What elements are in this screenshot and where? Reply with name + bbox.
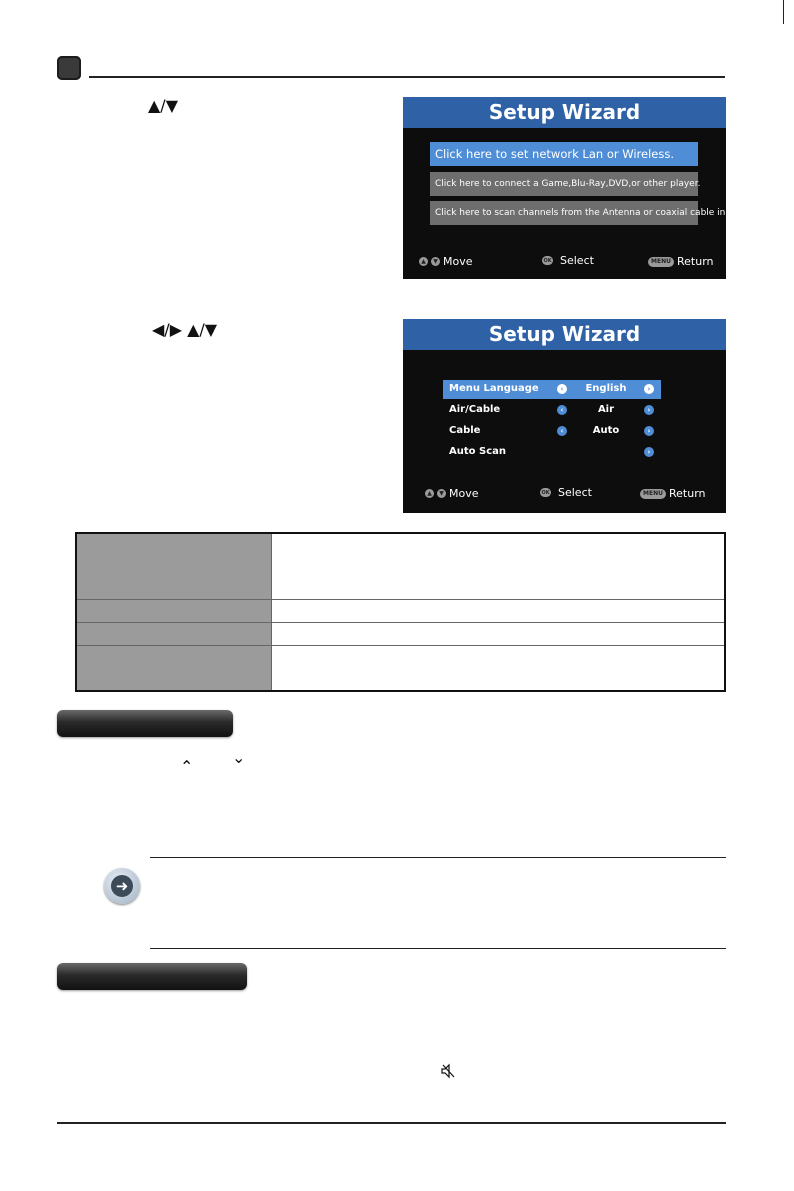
table-label-cell: [77, 534, 271, 599]
table-label-cell: [77, 646, 271, 690]
table-description-cell: [271, 646, 724, 690]
wizard-option-network[interactable]: Click here to set network Lan or Wireless.: [430, 142, 698, 166]
table-description-cell: [271, 534, 724, 599]
select-label: Select: [560, 254, 594, 267]
up-down-arrows-icon: ▲/▼: [148, 96, 178, 115]
chevron-right-icon[interactable]: ›: [644, 384, 654, 394]
down-button-icon: ▼: [437, 489, 446, 498]
crop-mark: [783, 0, 784, 24]
mute-icon: [440, 1063, 456, 1079]
section-heading-pill: [57, 710, 233, 737]
menu-button-icon: MENU: [648, 257, 674, 267]
select-label: Select: [558, 486, 592, 499]
table-row: [77, 622, 724, 646]
footer-select: [540, 486, 592, 499]
arrow-right-icon: ➜: [104, 868, 140, 904]
footer-move: [425, 487, 479, 500]
wizard-title: Setup Wizard: [403, 319, 726, 350]
chevron-left-icon[interactable]: ‹: [557, 384, 567, 394]
wizard-option-connect-player[interactable]: Click here to connect a Game,Blu-Ray,DVD,or other player.: [430, 172, 698, 196]
table-row: [77, 645, 724, 690]
chevron-right-icon[interactable]: ›: [644, 426, 654, 436]
move-label: Move: [443, 255, 473, 268]
footer-select: [542, 254, 594, 267]
table-label-cell: [77, 623, 271, 646]
four-way-arrows-icon: ◀/▶ ▲/▼: [152, 320, 218, 339]
table-description-cell: [271, 623, 724, 646]
note-bottom-rule: [150, 948, 726, 949]
chevron-down-icon: ⌄: [232, 748, 246, 767]
ok-button-icon: OK: [541, 489, 550, 496]
setting-row-auto-scan[interactable]: [443, 443, 661, 462]
setting-label: Auto Scan: [449, 446, 506, 457]
up-button-icon: ▲: [425, 489, 434, 498]
ok-button-icon: OK: [543, 257, 552, 264]
footer-move: [419, 255, 473, 268]
move-label: Move: [449, 487, 479, 500]
setting-label: Menu Language: [449, 383, 539, 394]
return-label: Return: [677, 255, 714, 268]
header-rule: [89, 76, 725, 78]
up-button-icon: ▲: [419, 257, 428, 266]
section-heading-pill: [57, 963, 247, 990]
footer-rule: [57, 1122, 726, 1124]
down-button-icon: ▼: [431, 257, 440, 266]
table-row: [77, 599, 724, 623]
setting-value: Air: [597, 404, 615, 415]
wizard-option-scan-channels[interactable]: Click here to scan channels from the Antenna or coaxial cable input .: [430, 201, 698, 225]
table-description-cell: [271, 600, 724, 623]
table-label-cell: [77, 600, 271, 623]
note-top-rule: [150, 857, 726, 858]
chevron-up-icon: ⌃: [180, 757, 194, 776]
setting-row-menu-language[interactable]: [443, 380, 661, 399]
setting-row-cable[interactable]: [443, 422, 661, 441]
wizard-title: Setup Wizard: [403, 97, 726, 128]
return-label: Return: [669, 487, 706, 500]
table-row: [77, 534, 724, 599]
setting-label: Air/Cable: [449, 404, 501, 415]
chevron-left-icon[interactable]: ‹: [557, 426, 567, 436]
setting-label: Cable: [449, 425, 481, 436]
square-badge-icon: [57, 56, 81, 80]
chevron-right-icon[interactable]: ›: [644, 447, 654, 457]
chevron-left-icon[interactable]: ‹: [557, 405, 567, 415]
setup-wizard-screen-1: [403, 97, 747, 279]
setup-wizard-screen-2: [403, 319, 726, 513]
footer-return: [648, 255, 714, 268]
setting-row-air-cable[interactable]: [443, 401, 661, 420]
menu-button-icon: MENU: [640, 489, 666, 499]
setting-value: English: [585, 383, 627, 394]
setting-value: Auto: [592, 425, 620, 436]
footer-return: [640, 487, 706, 500]
settings-table: [75, 532, 726, 692]
chevron-right-icon[interactable]: ›: [644, 405, 654, 415]
